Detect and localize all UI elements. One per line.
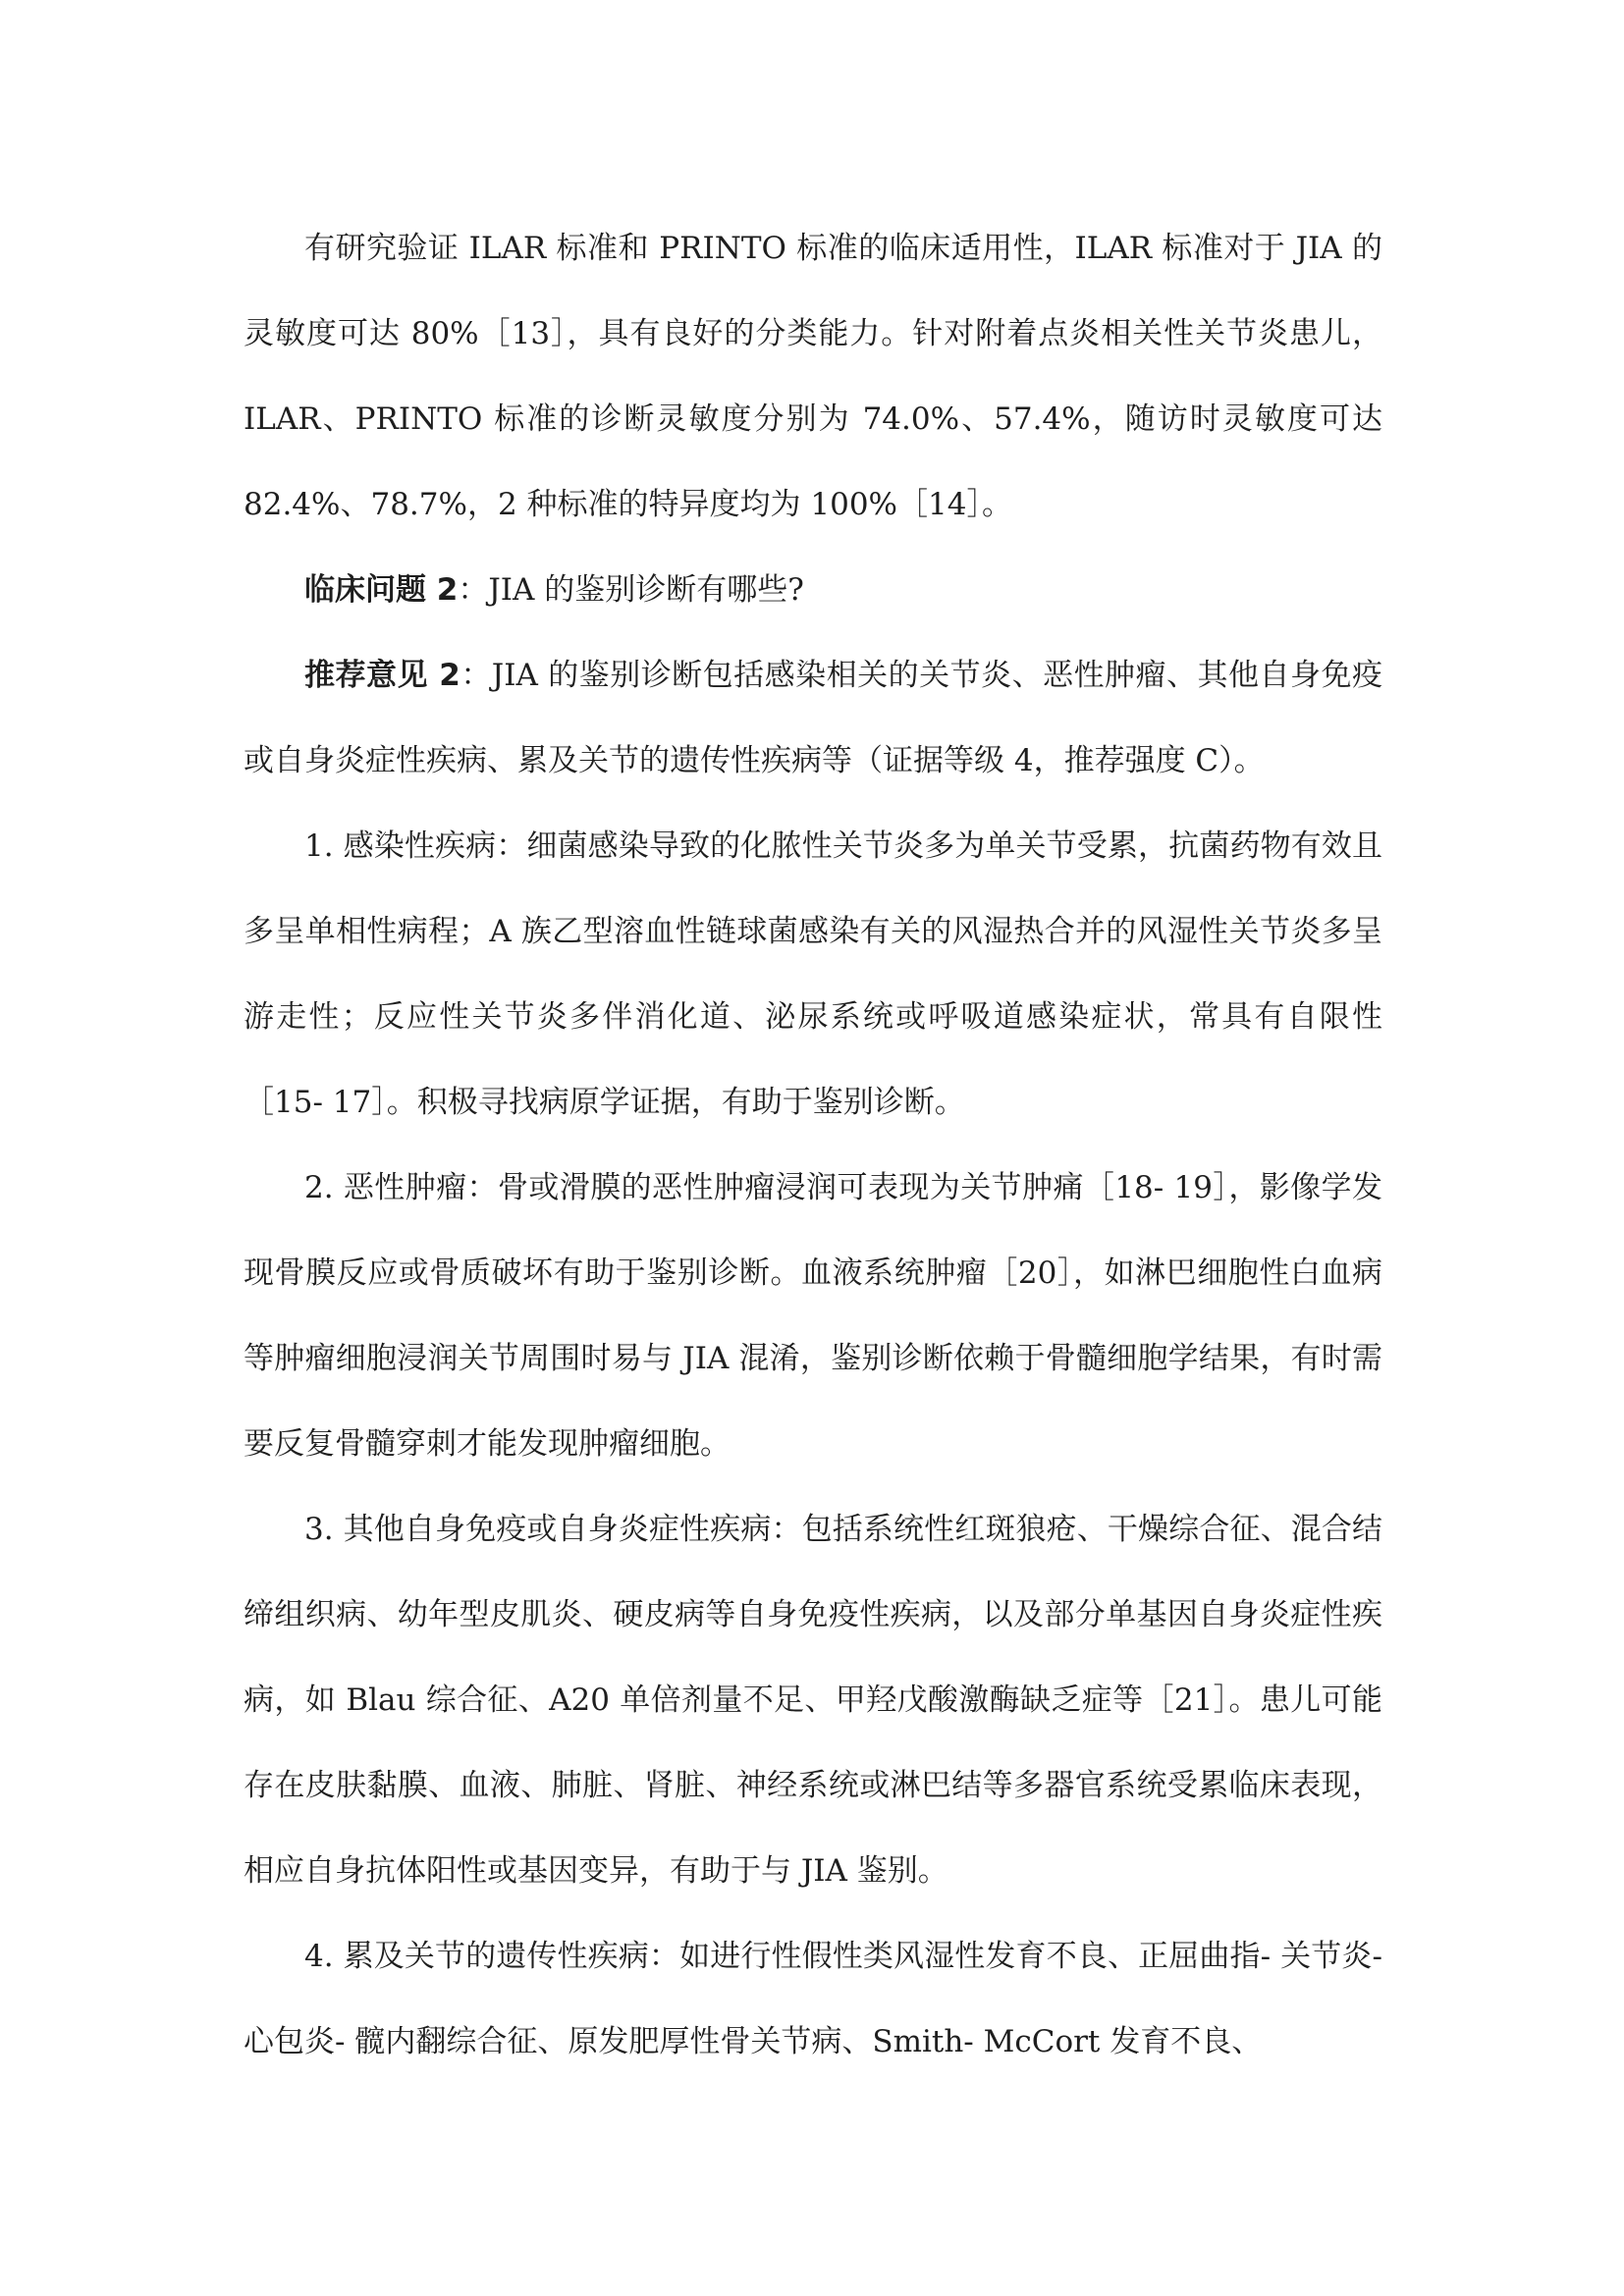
paragraph-text: 有研究验证 ILAR 标准和 PRINTO 标准的临床适用性，ILAR 标准对于 JIA 的灵敏度可达 80%［13］，具有良好的分类能力。针对附着点炎相关性关节炎患儿，ILAR、PRINTO 标准的诊断灵敏度分别为 74.0%、57.4%，随访时灵敏度可达 82.4%、78.7%，2 种标准的特异度均为 100%［14］。 bbox=[244, 231, 1382, 522]
clinical-question-2 bbox=[244, 548, 1382, 633]
recommendation-2 bbox=[244, 633, 1382, 804]
recommendation-text: ：JIA 的鉴别诊断包括感染相关的关节炎、恶性肿瘤、其他自身免疫或自身炎症性疾病、累及关节的遗传性疾病等（证据等级 4，推荐强度 C）。 bbox=[244, 658, 1382, 778]
clinical-question-text: ：JIA 的鉴别诊断有哪些? bbox=[458, 572, 804, 608]
paragraph-autoimmune-disease bbox=[244, 1487, 1382, 1914]
document-body bbox=[244, 206, 1382, 2085]
paragraph-text: 3. 其他自身免疫或自身炎症性疾病：包括系统性红斑狼疮、干燥综合征、混合结缔组织病、幼年型皮肌炎、硬皮病等自身免疫性疾病，以及部分单基因自身炎症性疾病，如 Blau 综合征、A20 单倍剂量不足、甲羟戊酸激酶缺乏症等［21］。患儿可能存在皮肤黏膜、血液、肺脏、肾脏、神经系统或淋巴结等多器官系统受累临床表现，相应自身抗体阳性或基因变异，有助于与 JIA 鉴别。 bbox=[244, 1512, 1382, 1889]
paragraph-text: 1. 感染性疾病：细菌感染导致的化脓性关节炎多为单关节受累，抗菌药物有效且多呈单相性病程；A 族乙型溶血性链球菌感染有关的风湿热合并的风湿性关节炎多呈游走性；反应性关节炎多伴消化道、泌尿系统或呼吸道感染症状，常具有自限性［15- 17］。积极寻找病原学证据，有助于鉴别诊断。 bbox=[244, 828, 1382, 1120]
paragraph-infectious-disease bbox=[244, 804, 1382, 1146]
paragraph-text: 2. 恶性肿瘤：骨或滑膜的恶性肿瘤浸润可表现为关节肿痛［18- 19］，影像学发现骨膜反应或骨质破坏有助于鉴别诊断。血液系统肿瘤［20］，如淋巴细胞性白血病等肿瘤细胞浸润关节周围时易与 JIA 混淆，鉴别诊断依赖于骨髓细胞学结果，有时需要反复骨髓穿刺才能发现肿瘤细胞。 bbox=[244, 1170, 1382, 1462]
recommendation-label: 推荐意见 2 bbox=[304, 658, 460, 693]
paragraph-ilar-printo bbox=[244, 206, 1382, 548]
paragraph-text: 4. 累及关节的遗传性疾病：如进行性假性类风湿性发育不良、正屈曲指- 关节炎- 心包炎- 髋内翻综合征、原发肥厚性骨关节病、Smith- McCort 发育不良、 bbox=[244, 1939, 1382, 2059]
paragraph-malignant-tumor bbox=[244, 1146, 1382, 1487]
paragraph-genetic-disease bbox=[244, 1914, 1382, 2085]
clinical-question-label: 临床问题 2 bbox=[304, 572, 459, 608]
